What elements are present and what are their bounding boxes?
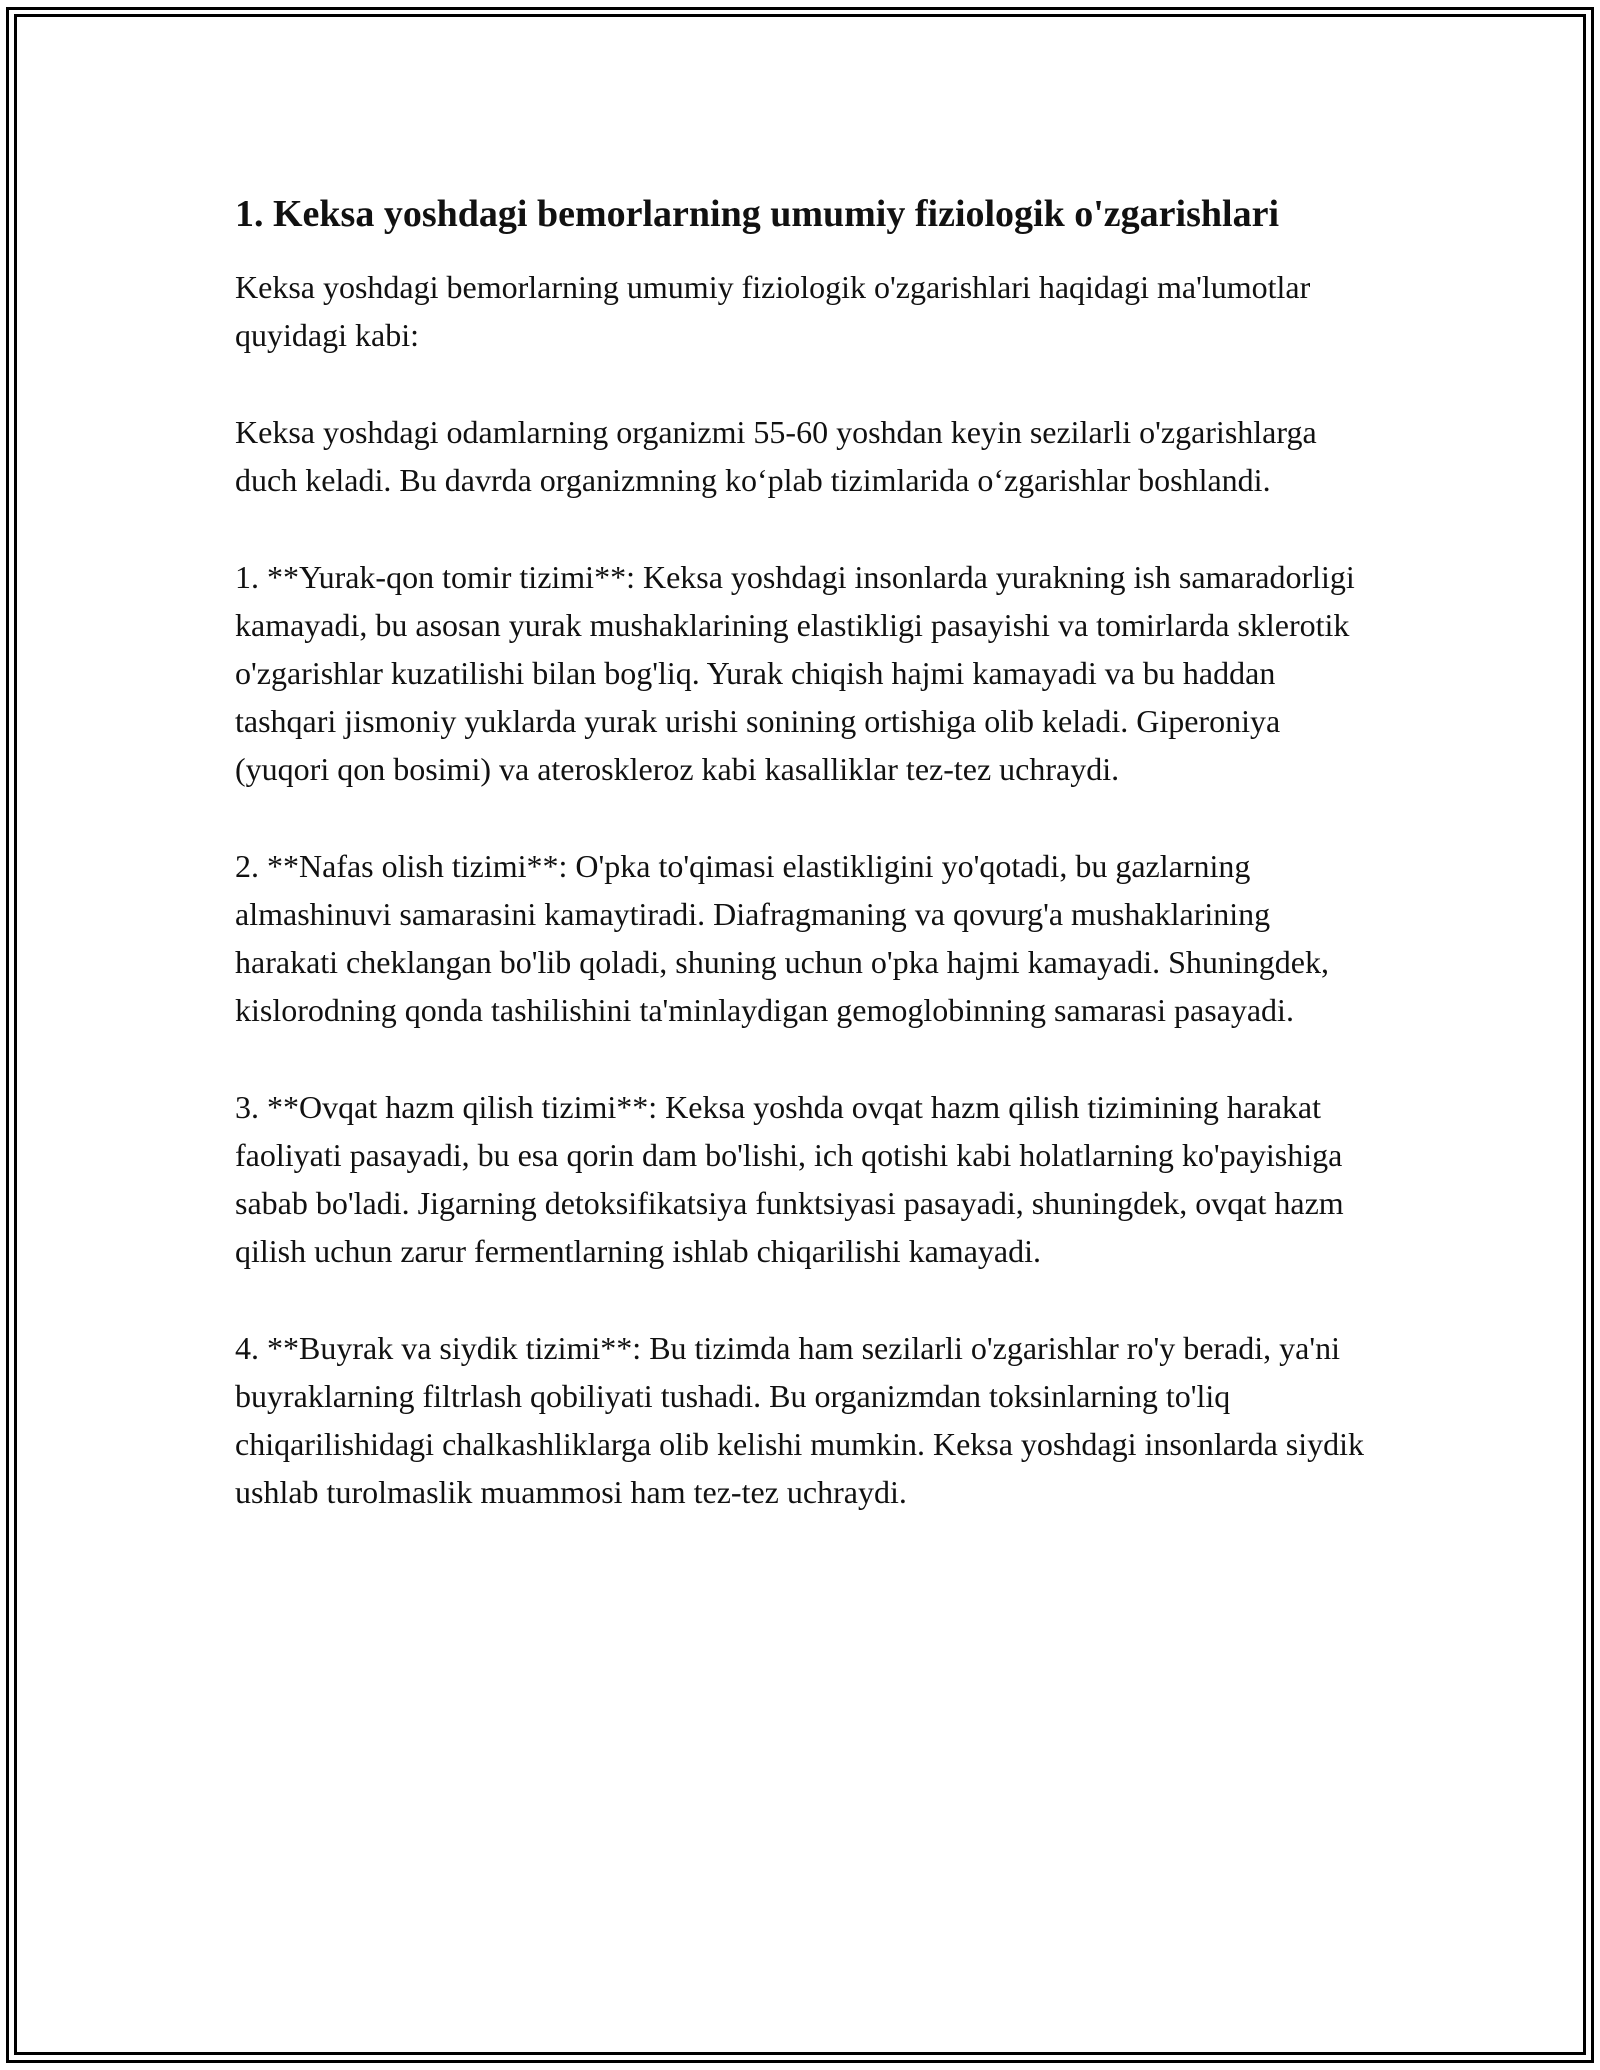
digestive-paragraph: 3. **Ovqat hazm qilish tizimi**: Keksa yoshda ovqat hazm qilish tizimining harakat faoliyati pasayadi, bu esa qorin dam bo'lishi, ich qotishi kabi holatlarning ko'payishiga sabab bo'ladi. Jigarning detoksifikatsiya funktsiyasi pasayadi, shuningdek, ovqat hazm qilish uchun zarur fermentlarning ishlab chiqarilishi kamayadi.	[235, 1089, 1344, 1269]
respiratory-paragraph: 2. **Nafas olish tizimi**: O'pka to'qimasi elastikligini yo'qotadi, bu gazlarning almashinuvi samarasini kamaytiradi. Diafragmaning va qovurg'a mushaklarining harakati cheklangan bo'lib qoladi, shuning uchun o'pka hajmi kamayadi. Shuningdek, kislorodning qonda tashilishini ta'minlaydigan gemoglobinning samarasi pasayadi.	[235, 848, 1329, 1028]
urinary-paragraph: 4. **Buyrak va siydik tizimi**: Bu tizimda ham sezilarli o'zgarishlar ro'y beradi, ya'ni buyraklarning filtrlash qobiliyati tushadi. Bu organizmdan toksinlarning to'liq chiqarilishidagi chalkashliklarga olib kelishi mumkin. Keksa yoshdagi insonlarda siydik ushlab turolmaslik muammosi ham tez-tez uchraydi.	[235, 1330, 1364, 1510]
cardiovascular-paragraph: 1. **Yurak-qon tomir tizimi**: Keksa yoshdagi insonlarda yurakning ish samaradorligi kamayadi, bu asosan yurak mushaklarining elastikligi pasayishi va tomirlarda sklerotik o'zgarishlar kuzatilishi bilan bog'liq. Yurak chiqish hajmi kamayadi va bu haddan tashqari jismoniy yuklarda yurak urishi sonining ortishiga olib keladi. Giperoniya (yuqori qon bosimi) va ateroskleroz kabi kasalliklar tez-tez uchraydi.	[235, 559, 1355, 787]
intro-paragraph: Keksa yoshdagi bemorlarning umumiy fiziologik o'zgarishlari haqidagi ma'lumotlar quyidagi kabi:	[235, 269, 1311, 353]
document-body	[235, 188, 1375, 1565]
overview-paragraph: Keksa yoshdagi odamlarning organizmi 55-60 yoshdan keyin sezilarli o'zgarishlarga duch keladi. Bu davrda organizmning ko‘plab tizimlarida o‘zgarishlar boshlandi.	[235, 414, 1317, 498]
document-title: 1. Keksa yoshdagi bemorlarning umumiy fiziologik o'zgarishlari	[235, 193, 1279, 235]
